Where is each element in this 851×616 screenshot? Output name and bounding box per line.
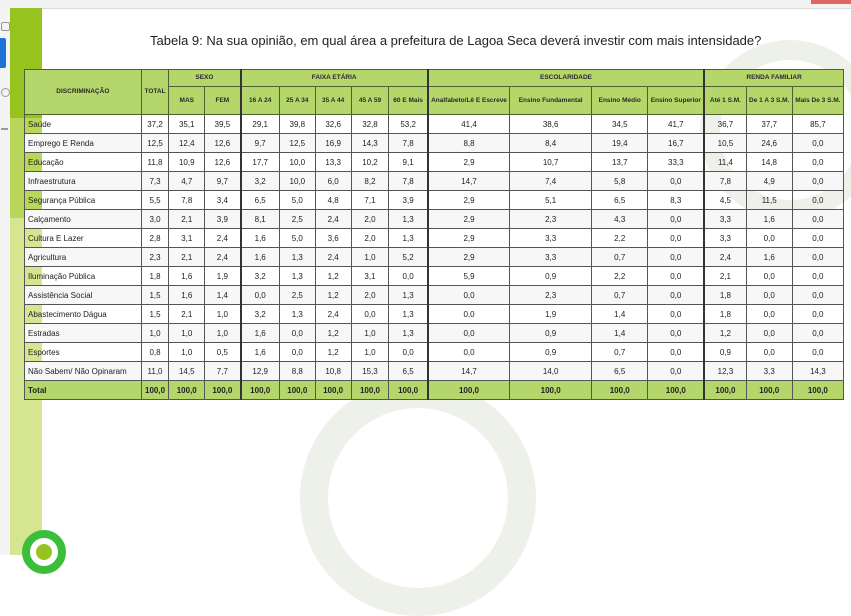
table-cell: 10,0 bbox=[279, 172, 315, 191]
total-row bbox=[25, 381, 844, 400]
table-cell: 0,9 bbox=[704, 343, 746, 362]
table-cell: 39,5 bbox=[205, 115, 241, 134]
table-cell: 8,1 bbox=[241, 210, 280, 229]
table-cell: 100,0 bbox=[510, 381, 592, 400]
table-cell: 0,0 bbox=[792, 210, 843, 229]
table-cell: 33,3 bbox=[648, 153, 704, 172]
table-cell: 7,3 bbox=[141, 172, 169, 191]
subheader-cell: 35 A 44 bbox=[315, 87, 351, 115]
logo-mark bbox=[22, 530, 66, 574]
table-cell: 7,8 bbox=[389, 172, 428, 191]
table-cell: 2,1 bbox=[169, 210, 205, 229]
table-cell: 1,0 bbox=[351, 343, 389, 362]
table-cell: 0,5 bbox=[205, 343, 241, 362]
table-cell: 9,7 bbox=[241, 134, 280, 153]
table-cell: 100,0 bbox=[746, 381, 792, 400]
table-cell: 2,4 bbox=[205, 248, 241, 267]
table-cell: 8,8 bbox=[279, 362, 315, 381]
table-cell: 1,3 bbox=[389, 286, 428, 305]
table-cell: 2,4 bbox=[704, 248, 746, 267]
table-cell: 11,5 bbox=[746, 191, 792, 210]
table-cell: 2,3 bbox=[510, 286, 592, 305]
table-cell: 0,0 bbox=[746, 324, 792, 343]
table-cell: 7,7 bbox=[205, 362, 241, 381]
table-cell: 5,0 bbox=[279, 191, 315, 210]
table-row bbox=[25, 172, 844, 191]
table-cell: 6,0 bbox=[315, 172, 351, 191]
row-label: Estradas bbox=[25, 324, 142, 343]
table-cell: 14,5 bbox=[169, 362, 205, 381]
table-cell: 100,0 bbox=[389, 381, 428, 400]
table-cell: 7,4 bbox=[510, 172, 592, 191]
table-cell: 0,0 bbox=[792, 134, 843, 153]
table-cell: 16,9 bbox=[315, 134, 351, 153]
table-cell: 9,1 bbox=[389, 153, 428, 172]
table-cell: 1,2 bbox=[315, 267, 351, 286]
table-cell: 12,5 bbox=[279, 134, 315, 153]
table-cell: 19,4 bbox=[592, 134, 648, 153]
table-cell: 1,3 bbox=[279, 305, 315, 324]
table-cell: 3,3 bbox=[746, 362, 792, 381]
table-cell: 0,0 bbox=[792, 267, 843, 286]
subheader-cell: Mais De 3 S.M. bbox=[792, 87, 843, 115]
table-cell: 2,3 bbox=[510, 210, 592, 229]
table-cell: 0,0 bbox=[351, 305, 389, 324]
table-cell: 35,1 bbox=[169, 115, 205, 134]
table-cell: 2,9 bbox=[428, 229, 510, 248]
subheader-cell: Até 1 S.M. bbox=[704, 87, 746, 115]
table-cell: 1,4 bbox=[205, 286, 241, 305]
table-cell: 1,5 bbox=[141, 305, 169, 324]
table-cell: 0,0 bbox=[648, 305, 704, 324]
table-cell: 9,7 bbox=[205, 172, 241, 191]
row-label: Agricultura bbox=[25, 248, 142, 267]
table-cell: 0,0 bbox=[792, 191, 843, 210]
table-cell: 1,9 bbox=[510, 305, 592, 324]
table-cell: 2,9 bbox=[428, 153, 510, 172]
table-cell: 15,3 bbox=[351, 362, 389, 381]
table-cell: 8,8 bbox=[428, 134, 510, 153]
table-cell: 8,3 bbox=[648, 191, 704, 210]
table-cell: 2,9 bbox=[428, 191, 510, 210]
row-label: Iluminação Pública bbox=[25, 267, 142, 286]
subheader-cell: Ensino Superior bbox=[648, 87, 704, 115]
table-cell: 10,5 bbox=[704, 134, 746, 153]
row-label: Calçamento bbox=[25, 210, 142, 229]
table-cell: 1,2 bbox=[315, 286, 351, 305]
table-cell: 0,0 bbox=[648, 229, 704, 248]
table-cell: 1,3 bbox=[389, 210, 428, 229]
table-cell: 1,4 bbox=[592, 324, 648, 343]
table-cell: 0,0 bbox=[648, 172, 704, 191]
row-label: Infraestrutura bbox=[25, 172, 142, 191]
table-cell: 2,1 bbox=[169, 305, 205, 324]
row-label: Segurança Pública bbox=[25, 191, 142, 210]
table-cell: 0,0 bbox=[279, 324, 315, 343]
table-cell: 0,0 bbox=[648, 324, 704, 343]
table-cell: 14,7 bbox=[428, 172, 510, 191]
table-cell: 14,3 bbox=[351, 134, 389, 153]
top-accent bbox=[811, 0, 851, 4]
table-cell: 3,6 bbox=[315, 229, 351, 248]
table-row bbox=[25, 115, 844, 134]
table-cell: 3,9 bbox=[389, 191, 428, 210]
subheader-cell: 60 E Mais bbox=[389, 87, 428, 115]
table-cell: 0,8 bbox=[141, 343, 169, 362]
table-cell: 3,2 bbox=[241, 267, 280, 286]
table-row bbox=[25, 362, 844, 381]
table-cell: 1,8 bbox=[704, 305, 746, 324]
row-label: Assistência Social bbox=[25, 286, 142, 305]
table-cell: 0,0 bbox=[746, 229, 792, 248]
table-cell: 4,5 bbox=[704, 191, 746, 210]
table-cell: 17,7 bbox=[241, 153, 280, 172]
table-cell: 0,7 bbox=[592, 286, 648, 305]
table-cell: 3,2 bbox=[241, 172, 280, 191]
subheader-cell: MAS bbox=[169, 87, 205, 115]
table-cell: 0,0 bbox=[792, 305, 843, 324]
table-cell: 1,3 bbox=[389, 324, 428, 343]
subheader-cell: De 1 A 3 S.M. bbox=[746, 87, 792, 115]
table-cell: 100,0 bbox=[141, 381, 169, 400]
table-cell: 3,3 bbox=[704, 229, 746, 248]
table-row bbox=[25, 134, 844, 153]
table-cell: 11,0 bbox=[141, 362, 169, 381]
table-cell: 2,1 bbox=[704, 267, 746, 286]
table-cell: 5,0 bbox=[279, 229, 315, 248]
header-renda-familiar: RENDA FAMILIAR bbox=[704, 70, 843, 87]
table-cell: 1,6 bbox=[241, 229, 280, 248]
table-cell: 6,5 bbox=[241, 191, 280, 210]
table-cell: 0,0 bbox=[746, 305, 792, 324]
table-cell: 1,3 bbox=[389, 229, 428, 248]
table-cell: 2,1 bbox=[169, 248, 205, 267]
table-cell: 0,0 bbox=[746, 267, 792, 286]
table-cell: 34,5 bbox=[592, 115, 648, 134]
table-cell: 8,2 bbox=[351, 172, 389, 191]
row-label: Emprego E Renda bbox=[25, 134, 142, 153]
viewer-top-bar bbox=[0, 0, 851, 9]
table-cell: 0,0 bbox=[389, 343, 428, 362]
page-icon[interactable] bbox=[1, 22, 10, 31]
table-cell: 13,7 bbox=[592, 153, 648, 172]
logo-center bbox=[36, 544, 52, 560]
table-cell: 3,3 bbox=[704, 210, 746, 229]
subheader-cell: 16 A 24 bbox=[241, 87, 280, 115]
table-cell: 2,4 bbox=[205, 229, 241, 248]
active-tool-indicator[interactable] bbox=[0, 38, 6, 68]
table-cell: 100,0 bbox=[648, 381, 704, 400]
table-cell: 1,2 bbox=[315, 324, 351, 343]
table-cell: 0,0 bbox=[648, 343, 704, 362]
table-cell: 100,0 bbox=[351, 381, 389, 400]
table-cell: 4,7 bbox=[169, 172, 205, 191]
table-cell: 4,9 bbox=[746, 172, 792, 191]
table-cell: 0,0 bbox=[428, 343, 510, 362]
table-cell: 14,0 bbox=[510, 362, 592, 381]
table-row bbox=[25, 324, 844, 343]
table-cell: 0,0 bbox=[792, 172, 843, 191]
table-cell: 1,0 bbox=[205, 324, 241, 343]
table-cell: 12,3 bbox=[704, 362, 746, 381]
header-discriminacao: DISCRIMINAÇÃO bbox=[25, 70, 142, 115]
table-cell: 1,0 bbox=[351, 324, 389, 343]
table-cell: 5,9 bbox=[428, 267, 510, 286]
table-cell: 7,1 bbox=[351, 191, 389, 210]
table-cell: 1,5 bbox=[141, 286, 169, 305]
circle-tool-icon[interactable] bbox=[1, 88, 10, 97]
table-cell: 2,5 bbox=[279, 210, 315, 229]
table-cell: 3,3 bbox=[510, 248, 592, 267]
table-cell: 1,0 bbox=[169, 343, 205, 362]
table-cell: 0,0 bbox=[428, 324, 510, 343]
table-cell: 7,8 bbox=[704, 172, 746, 191]
table-cell: 0,0 bbox=[792, 286, 843, 305]
table-cell: 0,0 bbox=[648, 248, 704, 267]
row-label: Educação bbox=[25, 153, 142, 172]
table-cell: 6,5 bbox=[592, 191, 648, 210]
table-cell: 0,0 bbox=[389, 267, 428, 286]
table-cell: 2,4 bbox=[315, 210, 351, 229]
table-cell: 1,0 bbox=[205, 305, 241, 324]
table-cell: 1,6 bbox=[169, 267, 205, 286]
table-cell: 0,9 bbox=[510, 267, 592, 286]
table-cell: 10,2 bbox=[351, 153, 389, 172]
table-cell: 29,1 bbox=[241, 115, 280, 134]
table-cell: 14,3 bbox=[792, 362, 843, 381]
table-cell: 0,0 bbox=[792, 229, 843, 248]
table-cell: 1,2 bbox=[315, 343, 351, 362]
table-cell: 32,6 bbox=[315, 115, 351, 134]
table-cell: 100,0 bbox=[315, 381, 351, 400]
table-cell: 39,8 bbox=[279, 115, 315, 134]
table-cell: 7,8 bbox=[389, 134, 428, 153]
table-cell: 7,8 bbox=[169, 191, 205, 210]
table-cell: 5,8 bbox=[592, 172, 648, 191]
table-cell: 100,0 bbox=[792, 381, 843, 400]
table-cell: 2,9 bbox=[428, 210, 510, 229]
table-cell: 0,0 bbox=[746, 343, 792, 362]
table-cell: 41,4 bbox=[428, 115, 510, 134]
table-cell: 1,2 bbox=[704, 324, 746, 343]
table-cell: 1,6 bbox=[746, 248, 792, 267]
row-label: Abastecimento Dágua bbox=[25, 305, 142, 324]
table-cell: 100,0 bbox=[205, 381, 241, 400]
table-cell: 0,0 bbox=[792, 324, 843, 343]
table-cell: 3,2 bbox=[241, 305, 280, 324]
subheader-cell: FEM bbox=[205, 87, 241, 115]
table-row bbox=[25, 286, 844, 305]
subheader-cell: Analfabeto/Lê E Escreve bbox=[428, 87, 510, 115]
table-cell: 12,5 bbox=[141, 134, 169, 153]
line-tool-icon[interactable] bbox=[1, 128, 8, 130]
table-cell: 2,0 bbox=[351, 210, 389, 229]
table-cell: 4,8 bbox=[315, 191, 351, 210]
table-cell: 1,6 bbox=[241, 248, 280, 267]
table-cell: 0,0 bbox=[428, 305, 510, 324]
table-cell: 1,6 bbox=[169, 286, 205, 305]
table-cell: 1,8 bbox=[141, 267, 169, 286]
table-cell: 3,9 bbox=[205, 210, 241, 229]
header-escolaridade: ESCOLARIDADE bbox=[428, 70, 704, 87]
header-total: TOTAL bbox=[141, 70, 169, 115]
table-cell: 2,8 bbox=[141, 229, 169, 248]
table-cell: 10,0 bbox=[279, 153, 315, 172]
table-cell: 1,8 bbox=[704, 286, 746, 305]
table-cell: 13,3 bbox=[315, 153, 351, 172]
table-cell: 6,5 bbox=[389, 362, 428, 381]
table-cell: 14,8 bbox=[746, 153, 792, 172]
row-label: Não Sabem/ Não Opinaram bbox=[25, 362, 142, 381]
table-cell: 1,6 bbox=[746, 210, 792, 229]
table-cell: 0,0 bbox=[241, 286, 280, 305]
table-cell: 0,0 bbox=[648, 267, 704, 286]
table-cell: 10,8 bbox=[315, 362, 351, 381]
table-cell: 0,0 bbox=[792, 248, 843, 267]
table-cell: 100,0 bbox=[241, 381, 280, 400]
table-cell: 1,0 bbox=[141, 324, 169, 343]
watermark-circle bbox=[300, 380, 536, 616]
table-cell: 2,2 bbox=[592, 229, 648, 248]
table-cell: 12,4 bbox=[169, 134, 205, 153]
data-table bbox=[24, 69, 844, 400]
table-cell: 8,4 bbox=[510, 134, 592, 153]
subheader-cell: 45 A 59 bbox=[351, 87, 389, 115]
table-row bbox=[25, 229, 844, 248]
table-cell: 2,2 bbox=[592, 267, 648, 286]
table-cell: 6,5 bbox=[592, 362, 648, 381]
table-cell: 3,1 bbox=[351, 267, 389, 286]
table-cell: 11,8 bbox=[141, 153, 169, 172]
table-cell: 0,9 bbox=[510, 324, 592, 343]
table-cell: 3,1 bbox=[169, 229, 205, 248]
table-cell: 10,9 bbox=[169, 153, 205, 172]
table-cell: 1,4 bbox=[592, 305, 648, 324]
table-cell: 1,6 bbox=[241, 343, 280, 362]
table-cell: 1,0 bbox=[351, 248, 389, 267]
table-cell: 5,2 bbox=[389, 248, 428, 267]
table-cell: 3,0 bbox=[141, 210, 169, 229]
table-cell: 37,7 bbox=[746, 115, 792, 134]
table-row bbox=[25, 153, 844, 172]
table-cell: 10,7 bbox=[510, 153, 592, 172]
table-cell: 4,3 bbox=[592, 210, 648, 229]
table-cell: 0,9 bbox=[510, 343, 592, 362]
table-cell: 36,7 bbox=[704, 115, 746, 134]
row-label: Esportes bbox=[25, 343, 142, 362]
table-cell: 100,0 bbox=[169, 381, 205, 400]
table-cell: 14,7 bbox=[428, 362, 510, 381]
table-row bbox=[25, 210, 844, 229]
table-cell: 100,0 bbox=[592, 381, 648, 400]
table-cell: 2,9 bbox=[428, 248, 510, 267]
table-cell: 0,0 bbox=[648, 286, 704, 305]
table-cell: 1,3 bbox=[389, 305, 428, 324]
table-cell: 2,4 bbox=[315, 248, 351, 267]
table-row bbox=[25, 267, 844, 286]
table-cell: 1,9 bbox=[205, 267, 241, 286]
table-cell: 37,2 bbox=[141, 115, 169, 134]
table-cell: 3,4 bbox=[205, 191, 241, 210]
table-cell: 12,9 bbox=[241, 362, 280, 381]
table-row bbox=[25, 191, 844, 210]
table-cell: 41,7 bbox=[648, 115, 704, 134]
table-cell: 1,3 bbox=[279, 248, 315, 267]
table-cell: 0,0 bbox=[648, 362, 704, 381]
table-cell: 0,0 bbox=[428, 286, 510, 305]
table-cell: 100,0 bbox=[704, 381, 746, 400]
table-cell: 24,6 bbox=[746, 134, 792, 153]
table-cell: 0,7 bbox=[592, 248, 648, 267]
header-faixa-etaria: FAIXA ETÁRIA bbox=[241, 70, 428, 87]
header-sexo: SEXO bbox=[169, 70, 241, 87]
row-label: Saúde bbox=[25, 115, 142, 134]
table-cell: 1,6 bbox=[241, 324, 280, 343]
table-cell: 0,0 bbox=[648, 210, 704, 229]
table-cell: 5,1 bbox=[510, 191, 592, 210]
table-row bbox=[25, 343, 844, 362]
table-cell: 38,6 bbox=[510, 115, 592, 134]
table-row bbox=[25, 248, 844, 267]
table-cell: 1,3 bbox=[279, 267, 315, 286]
table-cell: 2,0 bbox=[351, 229, 389, 248]
table-cell: 0,0 bbox=[792, 343, 843, 362]
row-label: Total bbox=[25, 381, 142, 400]
table-cell: 5,5 bbox=[141, 191, 169, 210]
subheader-cell: Ensino Médio bbox=[592, 87, 648, 115]
table-cell: 2,3 bbox=[141, 248, 169, 267]
table-cell: 0,7 bbox=[592, 343, 648, 362]
table-cell: 2,4 bbox=[315, 305, 351, 324]
table-cell: 0,0 bbox=[746, 286, 792, 305]
table-cell: 2,0 bbox=[351, 286, 389, 305]
table-cell: 100,0 bbox=[279, 381, 315, 400]
table-row bbox=[25, 305, 844, 324]
table-cell: 12,6 bbox=[205, 134, 241, 153]
table-cell: 1,0 bbox=[169, 324, 205, 343]
table-cell: 3,3 bbox=[510, 229, 592, 248]
table-cell: 11,4 bbox=[704, 153, 746, 172]
table-cell: 12,6 bbox=[205, 153, 241, 172]
row-label: Cultura E Lazer bbox=[25, 229, 142, 248]
table-cell: 0,0 bbox=[279, 343, 315, 362]
table-cell: 100,0 bbox=[428, 381, 510, 400]
table-cell: 0,0 bbox=[792, 153, 843, 172]
table-cell: 16,7 bbox=[648, 134, 704, 153]
table-title: Tabela 9: Na sua opinião, em qual área a prefeitura de Lagoa Seca deverá investir com mais intensidade? bbox=[150, 33, 762, 48]
table-cell: 53,2 bbox=[389, 115, 428, 134]
subheader-cell: Ensino Fundamental bbox=[510, 87, 592, 115]
table-cell: 85,7 bbox=[792, 115, 843, 134]
table-cell: 32,8 bbox=[351, 115, 389, 134]
table-cell: 2,5 bbox=[279, 286, 315, 305]
subheader-cell: 25 A 34 bbox=[279, 87, 315, 115]
